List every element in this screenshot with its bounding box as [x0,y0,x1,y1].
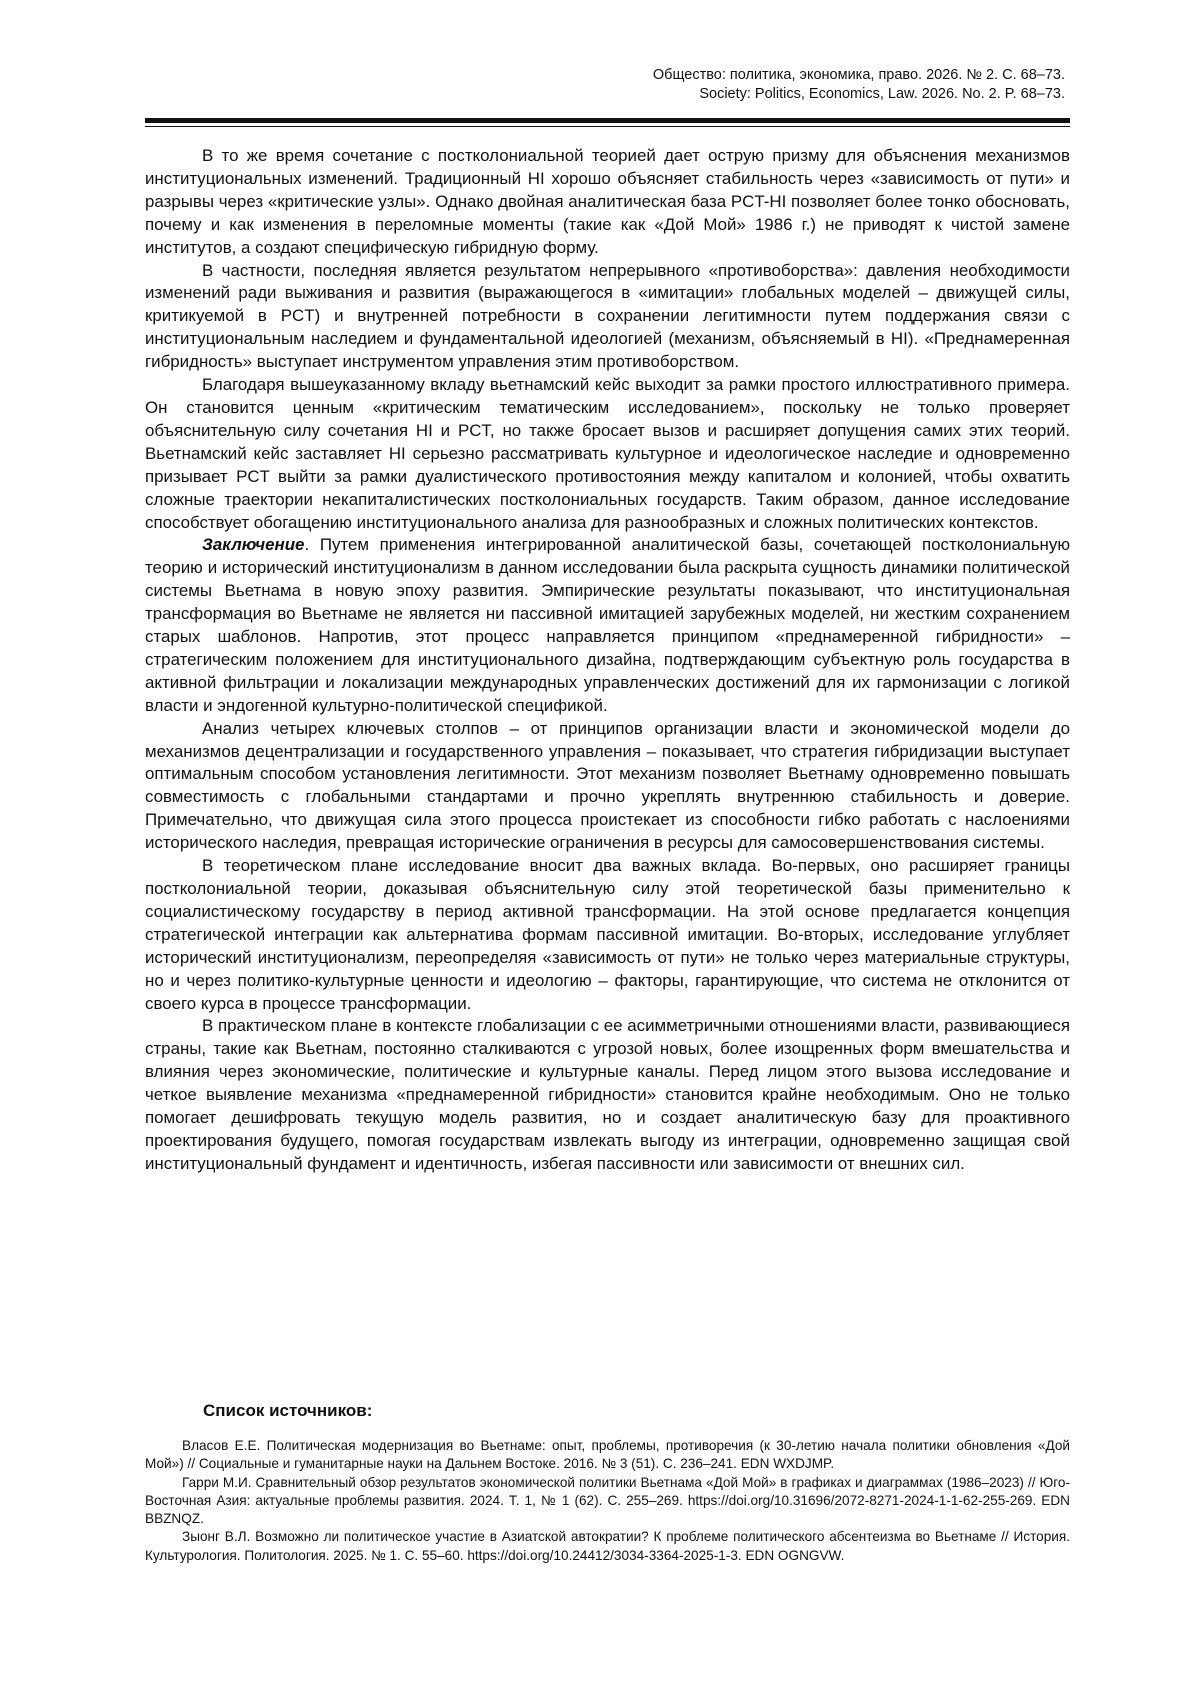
body-paragraph-3: Благодаря вышеуказанному вкладу вьетнамский кейс выходит за рамки простого иллюстративного примера. Он становится ценным «критическим тематическим исследованием», поскольку не только проверяет объяснительную силу сочетания HI и PCT, но также бросает вызов и расширяет допущения самих этих теорий. Вьетнамский кейс заставляет HI серьезно рассматривать культурное и идеологическое наследие и одновременно призывает PCT выйти за рамки дуалистического противостояния между капиталом и колонией, чтобы охватить сложные траектории некапиталистических постколониальных государств. Таким образом, данное исследование способствует обогащению институционального анализа для разнообразных и сложных политических контекстов. [145,375,1070,532]
article-body [145,145,1070,1176]
conclusion-paragraph [145,534,1070,717]
body-paragraph-7: В практическом плане в контексте глобализации с ее асимметричными отношениями власти, развивающиеся страны, такие как Вьетнам, постоянно сталкиваются с угрозой новых, более изощренных форм вмешательства и влияния через экономические, политические и культурные каналы. Перед лицом этого вызова исследование и четкое выявление механизма «преднамеренной гибридности» становится крайне необходимым. Оно не только помогает дешифровать текущую модель развития, но и создает аналитическую базу для проактивного проектирования будущего, помогая государствам извлекать выгоду из интеграции, одновременно защищая свой институциональный фундамент и идентичность, избегая пассивности или зависимости от внешних сил. [145,1016,1070,1173]
reference-item: Зыонг В.Л. Возможно ли политическое участие в Азиатской автократии? К проблеме политического абсентеизма во Вьетнаме // История. Культурология. Политология. 2025. № 1. С. 55–60. https://doi.org/10.24412/3034-3364-2025-1-3. EDN OGNGVW. [145,1529,1070,1563]
conclusion-text: . Путем применения интегрированной аналитической базы, сочетающей постколониальную теорию и исторический институционализм в данном исследовании была раскрыта сущность динамики политической системы Вьетнама в новую эпоху развития. Эмпирические результаты показывают, что институциональная трансформация во Вьетнаме не является ни пассивной имитацией зарубежных моделей, ни жестким сохранением старых шаблонов. Напротив, этот процесс направляется принципом «преднамеренной гибридности» – стратегическим положением для институционального дизайна, подтверждающим субъектную роль государства в активной фильтрации и локализации международных управленческих достижений для их гармонизации с логикой власти и эндогенной культурно-политической спецификой. [145,535,1070,715]
references-list [145,1437,1070,1565]
reference-item: Власов Е.Е. Политическая модернизация во Вьетнаме: опыт, проблемы, противоречия (к 30-летию начала политики обновления «Дой Мой») // Социальные и гуманитарные науки на Дальнем Востоке. 2016. № 3 (51). С. 236–241. EDN WXDJMP. [145,1438,1070,1472]
conclusion-heading: Заключение [202,535,305,555]
header-rule-thin [145,126,1070,127]
body-paragraph-2: В частности, последняя является результатом непрерывного «противоборства»: давления необходимости изменений ради выживания и развития (выражающегося в «имитации» глобальных моделей – движущей силы, критикуемой в PCT) и внутренней потребности в сохранении легитимности путем поддержания связи с институциональным наследием и фундаментальной идеологией (механизм, объясняемый в HI). «Преднамеренная гибридность» выступает инструментом управления этим противоборством. [145,260,1070,372]
header-citation-en: Society: Politics, Economics, Law. 2026. No. 2. P. 68–73. [699,86,1065,102]
body-paragraph-1: В то же время сочетание с постколониальной теорией дает острую призму для объяснения механизмов институциональных изменений. Традиционный HI хорошо объясняет стабильность через «зависимость от пути» и разрывы через «критические узлы». Однако двойная аналитическая база PCT-HI позволяет более тонко обосновать, почему и как изменения в переломные моменты (такие как «Дой Мой» 1986 г.) не приводят к чистой замене институтов, а создают специфическую гибридную форму. [145,146,1070,257]
header-rule-thick [145,118,1070,123]
body-paragraph-6: В теоретическом плане исследование вносит два важных вклада. Во-первых, оно расширяет границы постколониальной теории, доказывая объяснительную силу этой теоретической базы применительно к социалистическому государству в период активной трансформации. На этой основе предлагается концепция стратегической интеграции как альтернатива формам пассивной имитации. Во-вторых, исследование углубляет исторический институционализм, переопределяя «зависимость от пути» не только через материальные структуры, но и через политико-культурные ценности и идеологию – факторы, гарантирующие, что система не отклонится от своего курса в процессе трансформации. [145,856,1070,1013]
reference-item: Гарри М.И. Сравнительный обзор результатов экономической политики Вьетнама «Дой Мой» в графиках и диаграммах (1986–2023) // Юго-Восточная Азия: актуальные проблемы развития. 2024. Т. 1, № 1 (62). С. 255–269. https://doi.org/10.31696/2072-8271-2024-1-1-62-255-269. EDN BBZNQZ. [145,1474,1070,1527]
references-heading: Список источников: [203,1401,373,1420]
running-header [653,66,1065,104]
body-paragraph-5: Анализ четырех ключевых столпов – от принципов организации власти и экономической модели до механизмов децентрализации и государственного управления – показывает, что стратегия гибридизации выступает оптимальным способом установления легитимности. Этот механизм позволяет Вьетнаму одновременно повышать совместимость с глобальными стандартами и прочно укреплять внутреннюю стабильность и доверие. Примечательно, что движущая сила этого процесса проистекает из способности гибко работать с наслоениями исторического наследия, превращая исторические ограничения в ресурсы для самосовершенствования системы. [145,718,1070,853]
header-citation-ru: Общество: политика, экономика, право. 2026. № 2. С. 68–73. [652,67,1065,83]
